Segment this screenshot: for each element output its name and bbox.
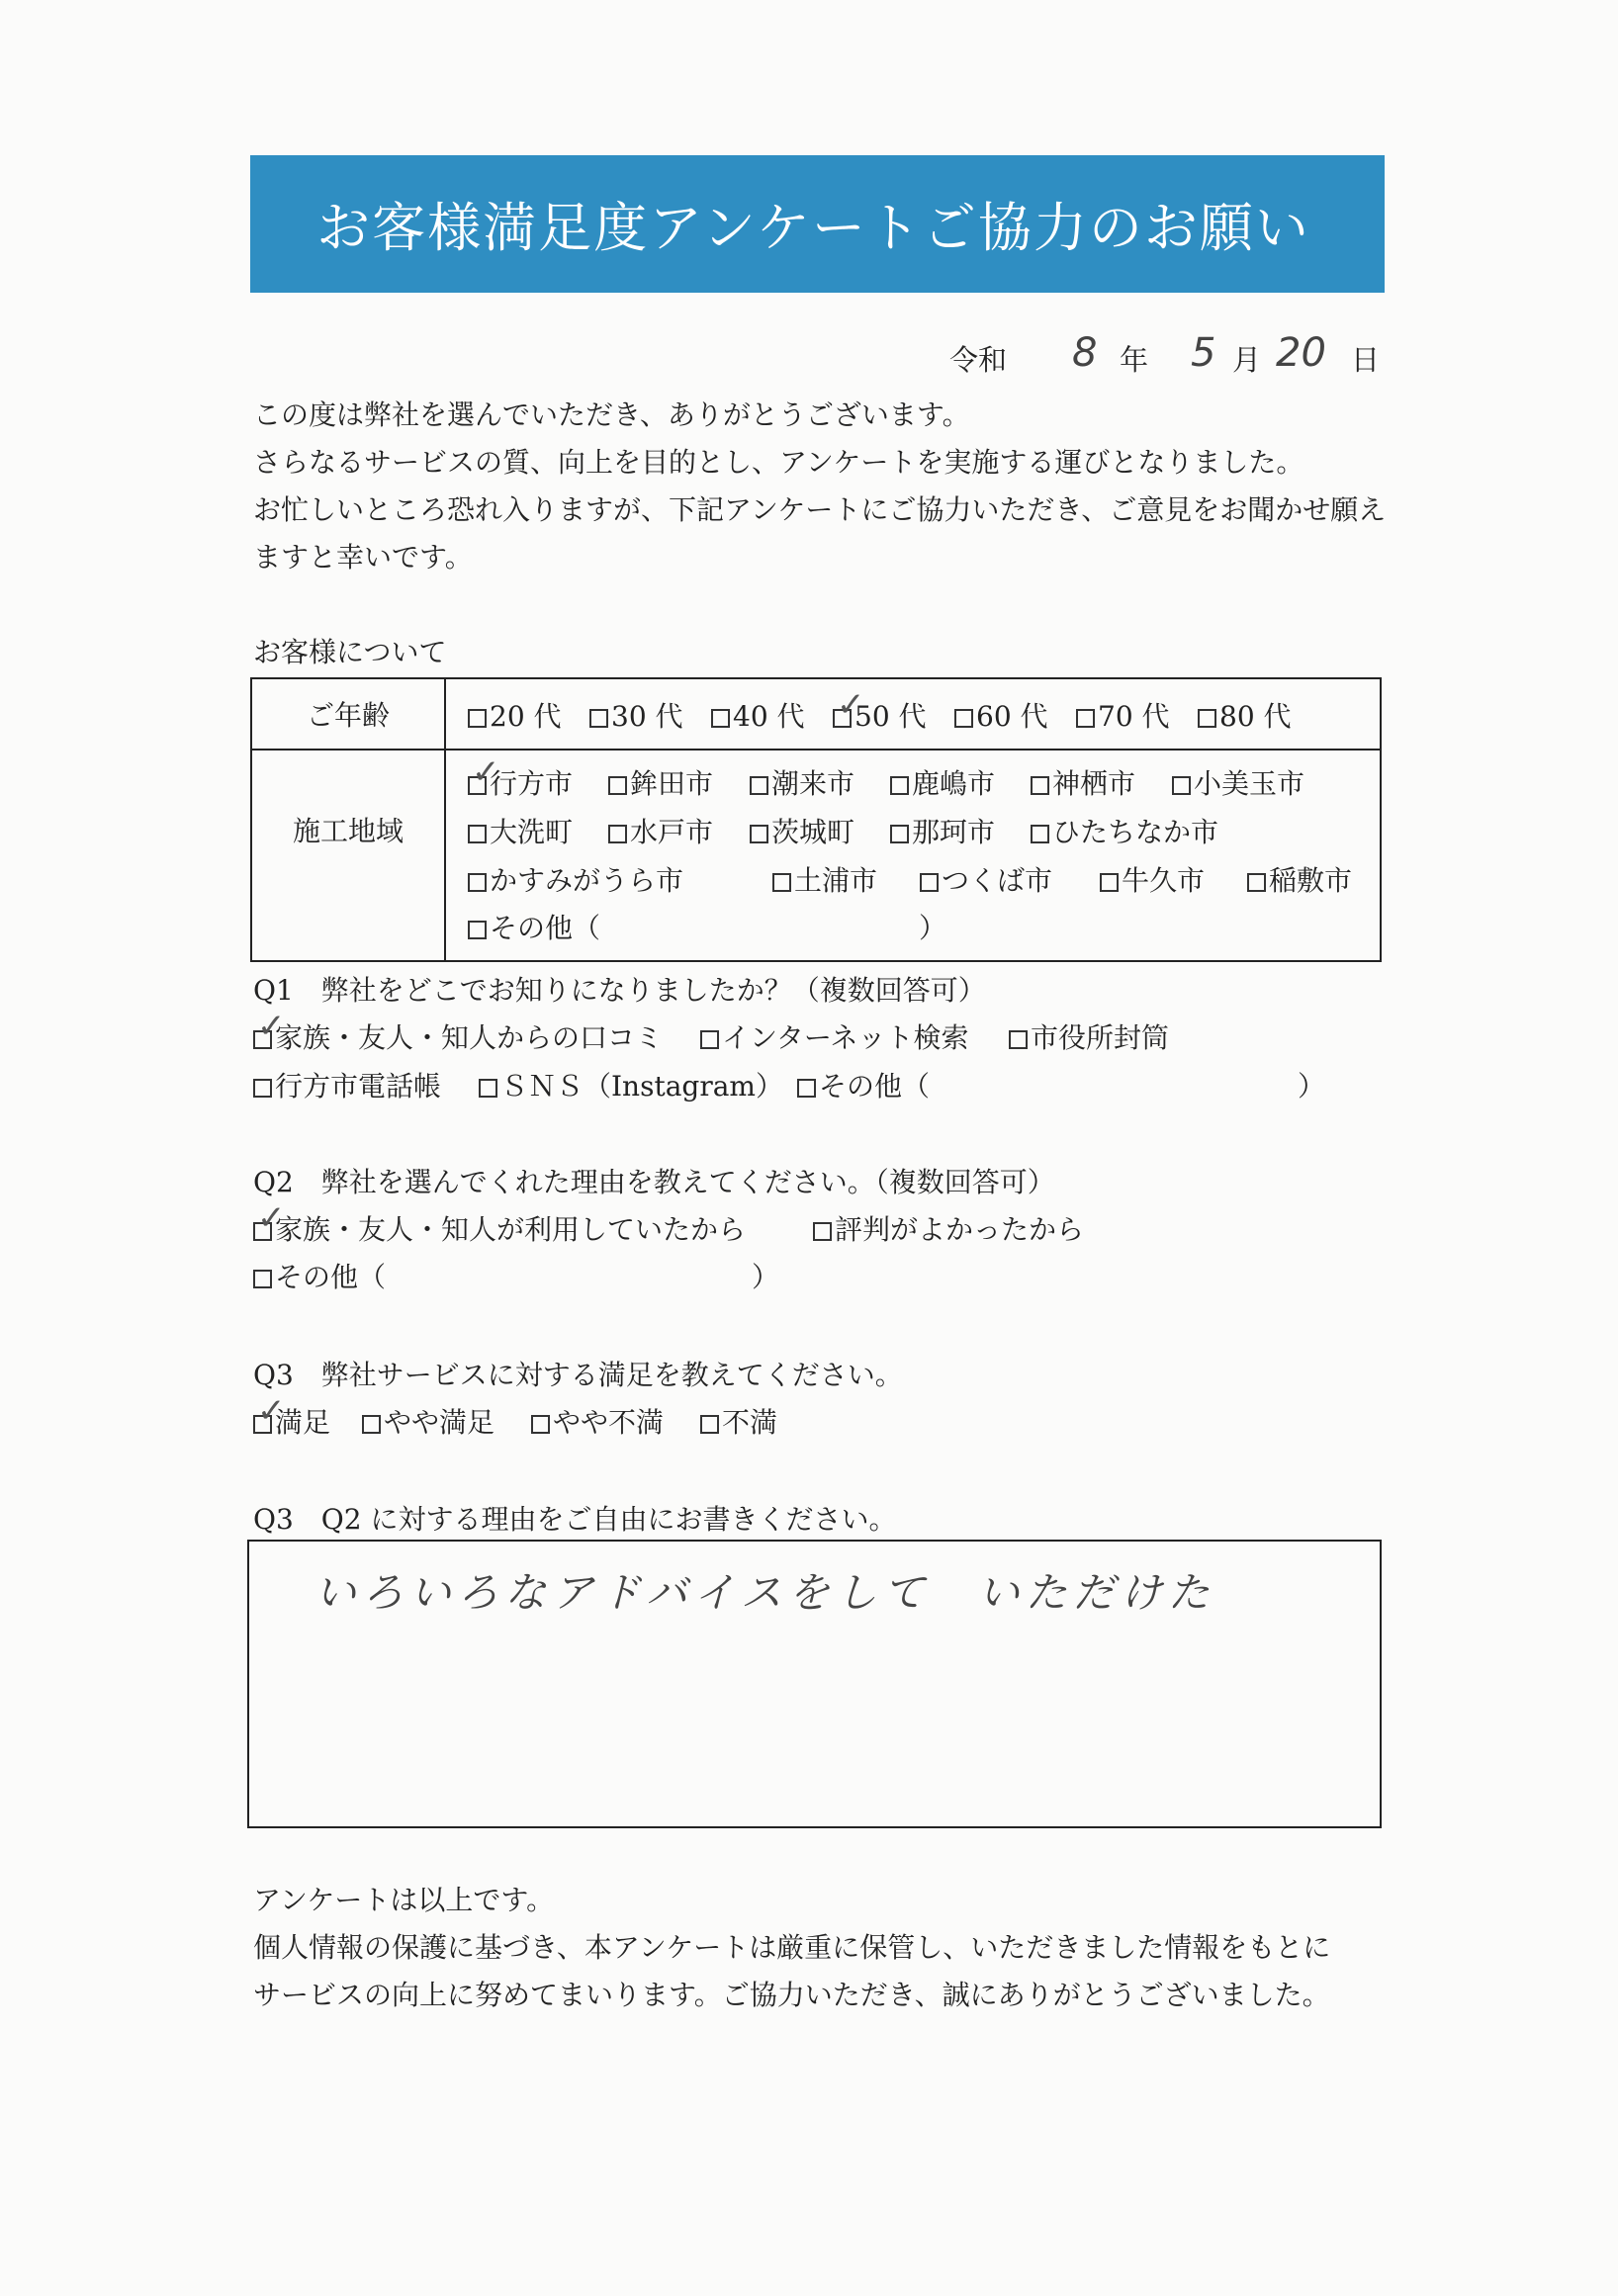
date-day-unit: 日	[1351, 343, 1381, 377]
area-option[interactable]	[1031, 811, 1218, 850]
option-label: 70 代	[1098, 700, 1170, 733]
q2-option[interactable]	[253, 1208, 746, 1248]
option-label: 小美玉市	[1194, 767, 1305, 800]
option-label: 土浦市	[794, 864, 878, 897]
footer-line: アンケートは以上です。	[253, 1884, 555, 1916]
option-label: かすみがうら市	[490, 864, 684, 897]
checkbox[interactable]	[920, 873, 939, 892]
option-label: 茨城町	[771, 816, 855, 848]
intro-line: お忙しいところ恐れ入りますが、下記アンケートにご協力いただき、ご意見をお聞かせ願え	[253, 493, 1387, 526]
area-option[interactable]	[890, 762, 995, 802]
checkbox-checked[interactable]	[468, 776, 487, 795]
customer-section-label: お客様について	[253, 636, 447, 668]
q2-question: Q2 弊社を選んでくれた理由を教えてください。（複数回答可）	[253, 1166, 1055, 1198]
checkbox[interactable]	[1031, 825, 1049, 843]
option-label: つくば市	[942, 864, 1053, 897]
area-other-close: ）	[919, 912, 947, 944]
checkbox[interactable]	[608, 776, 627, 795]
option-label: 80 代	[1219, 700, 1292, 733]
intro-line: さらなるサービスの質、向上を目的とし、アンケートを実施する運びとなりました。	[253, 446, 1304, 479]
option-label: 大洗町	[490, 816, 574, 848]
option-label: 牛久市	[1122, 864, 1206, 897]
area-option[interactable]	[920, 859, 1052, 899]
option-label: ＳＮＳ（Instagram）	[500, 1070, 783, 1103]
checkbox[interactable]	[1172, 776, 1191, 795]
age-label: ご年齢	[252, 679, 446, 749]
option-label: 50 代	[854, 700, 927, 733]
checkbox[interactable]	[589, 709, 608, 728]
option-label: 20 代	[490, 700, 562, 733]
area-option[interactable]	[750, 811, 854, 850]
option-label: その他（	[275, 1261, 387, 1293]
checkbox[interactable]	[1247, 873, 1266, 892]
q2-other-close: ）	[752, 1261, 780, 1293]
option-label: 40 代	[733, 700, 805, 733]
q3-option[interactable]	[700, 1401, 777, 1441]
option-label: 市役所封筒	[1031, 1021, 1170, 1054]
checkbox[interactable]	[253, 1270, 272, 1288]
customer-info-table	[250, 677, 1382, 962]
option-label: 鉾田市	[630, 767, 714, 800]
q1-option[interactable]	[700, 1016, 968, 1056]
option-label: やや満足	[384, 1406, 495, 1439]
footer-line: 個人情報の保護に基づき、本アンケートは厳重に保管し、いただきました情報をもとに	[253, 1931, 1331, 1964]
q1-option-other[interactable]	[797, 1065, 930, 1104]
q3-option[interactable]	[531, 1401, 664, 1441]
checkbox-checked[interactable]	[833, 709, 852, 728]
checkbox[interactable]	[772, 873, 791, 892]
date-month-unit: 月	[1232, 343, 1262, 377]
checkbox[interactable]	[700, 1415, 719, 1434]
checkbox[interactable]	[954, 709, 973, 728]
option-label: 神栖市	[1052, 767, 1136, 800]
area-option[interactable]	[468, 859, 683, 899]
option-label: 60 代	[976, 700, 1048, 733]
age-option-20[interactable]	[468, 695, 562, 735]
area-option[interactable]	[1247, 859, 1352, 899]
closing-paragraph	[253, 1877, 1330, 2019]
q1-question: Q1 弊社をどこでお知りになりましたか？（複数回答可）	[253, 974, 986, 1007]
checkbox[interactable]	[890, 776, 909, 795]
intro-paragraph	[253, 392, 1386, 581]
option-label: その他（	[819, 1070, 931, 1103]
checkbox[interactable]	[1009, 1030, 1028, 1049]
q2-option-other[interactable]	[253, 1256, 386, 1295]
area-option[interactable]	[1100, 859, 1205, 899]
title-banner	[250, 155, 1385, 293]
option-label: 行方市電話帳	[275, 1070, 442, 1103]
age-option-60[interactable]	[954, 695, 1048, 735]
date-year: 8	[1072, 330, 1098, 376]
checkbox[interactable]	[1076, 709, 1095, 728]
date-era: 令和	[949, 343, 1008, 377]
q1-other-close: ）	[1298, 1070, 1326, 1103]
area-option[interactable]	[890, 811, 995, 850]
intro-line: ますと幸いです。	[253, 541, 473, 574]
option-label: インターネット検索	[722, 1021, 969, 1054]
area-option[interactable]	[1031, 762, 1135, 802]
option-label: 30 代	[611, 700, 683, 733]
q1-option[interactable]	[1009, 1016, 1169, 1056]
checkbox[interactable]	[813, 1222, 832, 1241]
checkbox[interactable]	[1031, 776, 1049, 795]
age-option-70[interactable]	[1076, 695, 1170, 735]
option-label: 不満	[722, 1406, 778, 1439]
intro-line: この度は弊社を選んでいただき、ありがとうございます。	[253, 398, 970, 431]
checkbox-checked[interactable]	[253, 1222, 272, 1241]
area-option[interactable]	[468, 811, 573, 850]
area-option[interactable]	[608, 811, 713, 850]
checkbox[interactable]	[608, 825, 627, 843]
area-option[interactable]	[608, 762, 713, 802]
checkbox[interactable]	[468, 873, 487, 892]
checkbox[interactable]	[479, 1079, 497, 1098]
option-label: 水戸市	[630, 816, 714, 848]
q1-option[interactable]	[253, 1016, 663, 1056]
option-label: 家族・友人・知人からの口コミ	[275, 1021, 664, 1054]
checkbox[interactable]	[700, 1030, 719, 1049]
age-option-50[interactable]	[833, 695, 927, 735]
q2-option[interactable]	[813, 1208, 1084, 1248]
area-option[interactable]	[750, 762, 854, 802]
option-label: ひたちなか市	[1052, 816, 1219, 848]
checkbox[interactable]	[468, 825, 487, 843]
option-label: やや不満	[553, 1406, 665, 1439]
option-label: 稲敷市	[1269, 864, 1353, 897]
checkbox-checked[interactable]	[253, 1030, 272, 1049]
q1-option[interactable]	[253, 1065, 441, 1104]
checkbox[interactable]	[750, 776, 768, 795]
free-answer-text: いろいろなアドバイスをして いただけた	[315, 1568, 1215, 1617]
checkbox[interactable]	[468, 709, 487, 728]
q1-option[interactable]	[479, 1065, 783, 1104]
checkbox[interactable]	[1100, 873, 1119, 892]
checkbox[interactable]	[362, 1415, 381, 1434]
option-label: 鹿嶋市	[912, 767, 996, 800]
option-label: 那珂市	[912, 816, 996, 848]
q3-question: Q3 弊社サービスに対する満足を教えてください。	[253, 1359, 903, 1391]
age-option-30[interactable]	[589, 695, 683, 735]
q4-question: Q3 Q2 に対する理由をご自由にお書きください。	[253, 1503, 897, 1536]
option-label: 家族・友人・知人が利用していたから	[275, 1213, 747, 1246]
option-label: 満足	[275, 1406, 331, 1439]
checkbox[interactable]	[531, 1415, 550, 1434]
area-option[interactable]	[1172, 762, 1304, 802]
checkbox-checked[interactable]	[253, 1415, 272, 1434]
q3-option[interactable]	[362, 1401, 494, 1441]
page-title: お客様満足度アンケートご協力のお願い	[316, 197, 1310, 259]
option-label: 評判がよかったから	[835, 1213, 1085, 1246]
area-option-other[interactable]	[468, 907, 600, 946]
age-option-80[interactable]	[1198, 695, 1292, 735]
area-option[interactable]	[468, 762, 573, 802]
area-label: 施工地域	[252, 749, 446, 960]
age-option-40[interactable]	[711, 695, 805, 735]
area-option[interactable]	[772, 859, 877, 899]
age-row	[252, 679, 1380, 751]
footer-line: サービスの向上に努めてまいります。ご協力いただき、誠にありがとうございました。	[253, 1979, 1330, 2011]
option-label: 行方市	[490, 767, 574, 800]
checkbox[interactable]	[797, 1079, 816, 1098]
checkbox[interactable]	[253, 1079, 272, 1098]
option-label: その他（	[490, 912, 601, 944]
q3-option[interactable]	[253, 1401, 330, 1441]
checkbox[interactable]	[468, 921, 487, 939]
checkbox[interactable]	[1198, 709, 1216, 728]
checkbox[interactable]	[711, 709, 730, 728]
date-year-unit: 年	[1120, 343, 1149, 377]
checkbox[interactable]	[890, 825, 909, 843]
option-label: 潮来市	[771, 767, 855, 800]
checkbox[interactable]	[750, 825, 768, 843]
area-row	[252, 749, 1380, 960]
date-month: 5	[1191, 330, 1216, 376]
date-day: 20	[1276, 330, 1326, 376]
